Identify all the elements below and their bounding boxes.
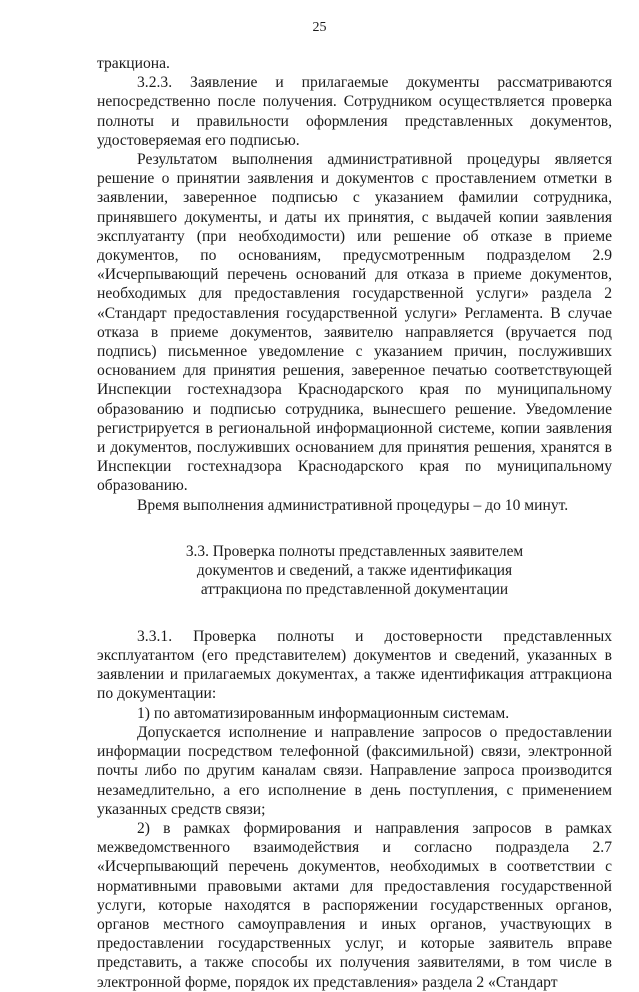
paragraph-3-2-3: 3.2.3. Заявление и прилагаемые документы рассматриваются непосредственно после получения. Сотрудником осуществляется проверка полноты и правильности оформления представленных документов, удостоверяемая его подписью. bbox=[97, 74, 612, 149]
paragraph-requests: Допускается исполнение и направление запросов о предоставлении информации посредством телефонной (факсимильной) связи, электронной почты либо по другим каналам связи. Направление запроса производится незамедлительно, а его исполнение в день поступления, с применением указанных средств связи; bbox=[97, 723, 612, 818]
page-number: 25 bbox=[312, 20, 327, 35]
section-heading-line: документов и сведений, а также идентификация bbox=[196, 561, 513, 579]
paragraph-time: Время выполнения административной процедуры – до 10 минут. bbox=[137, 496, 569, 514]
list-item-1: 1) по автоматизированным информационным системам. bbox=[137, 704, 510, 722]
paragraph-3-3-1: 3.3.1. Проверка полноты и достоверности представленных эксплуатантом (его представителем) документов и сведений, указанных в заявлении и прилагаемых документах, а также идентификация аттракциона по документации: bbox=[97, 627, 612, 703]
section-heading-3-3 bbox=[97, 542, 612, 599]
document-body bbox=[97, 54, 612, 992]
list-item-2: 2) в рамках формирования и направления запросов в рамках межведомственного взаимодействия и согласно подраздела 2.7 «Исчерпывающий перечень документов, необходимых в соответствии с нормативными правовыми актами для предоставления государственной услуги, которые находятся в распоряжении государственных органов, органов местного самоуправления и иных органов, участвующих в предоставлении государственных услуг, и которые заявитель вправе представить, а также способы их получения заявителями, в том числе в электронной форме, порядок их представления» раздела 2 «Стандарт bbox=[97, 819, 612, 991]
paragraph-result: Результатом выполнения административной процедуры является решение о принятии заявления и документов с проставлением отметки в заявлении, заверенное подписью с указанием фамилии сотрудника, принявшего документы, и даты их принятия, с выдачей копии заявления эксплуатанту (при необходимости) или решение об отказе в приеме документов, по основаниям, предусмотренным подразделом 2.9 «Исчерпывающий перечень оснований для отказа в приеме документов, необходимых для предоставления государственной услуги» раздела 2 «Стандарт предоставления государственной услуги» Регламента. В случае отказа в приеме документов, заявителю направляется (вручается под подпись) письменное уведомление с указанием причин, послуживших основанием для принятия решения, заверенное печатью соответствующей Инспекции гостехнадзора Краснодарского края по муниципальному образованию и подписью сотрудника, вынесшего решение. Уведомление регистрируется в региональной информационной системе, копии заявления и документов, послуживших основанием для принятия решения, хранятся в Инспекции гостехнадзора Краснодарского края по муниципальному образованию. bbox=[97, 151, 612, 495]
paragraph-continuation: тракциона. bbox=[97, 55, 170, 72]
section-heading-line: аттракциона по представленной документации bbox=[200, 580, 509, 598]
section-heading-line: 3.3. Проверка полноты представленных заявителем bbox=[185, 542, 524, 560]
